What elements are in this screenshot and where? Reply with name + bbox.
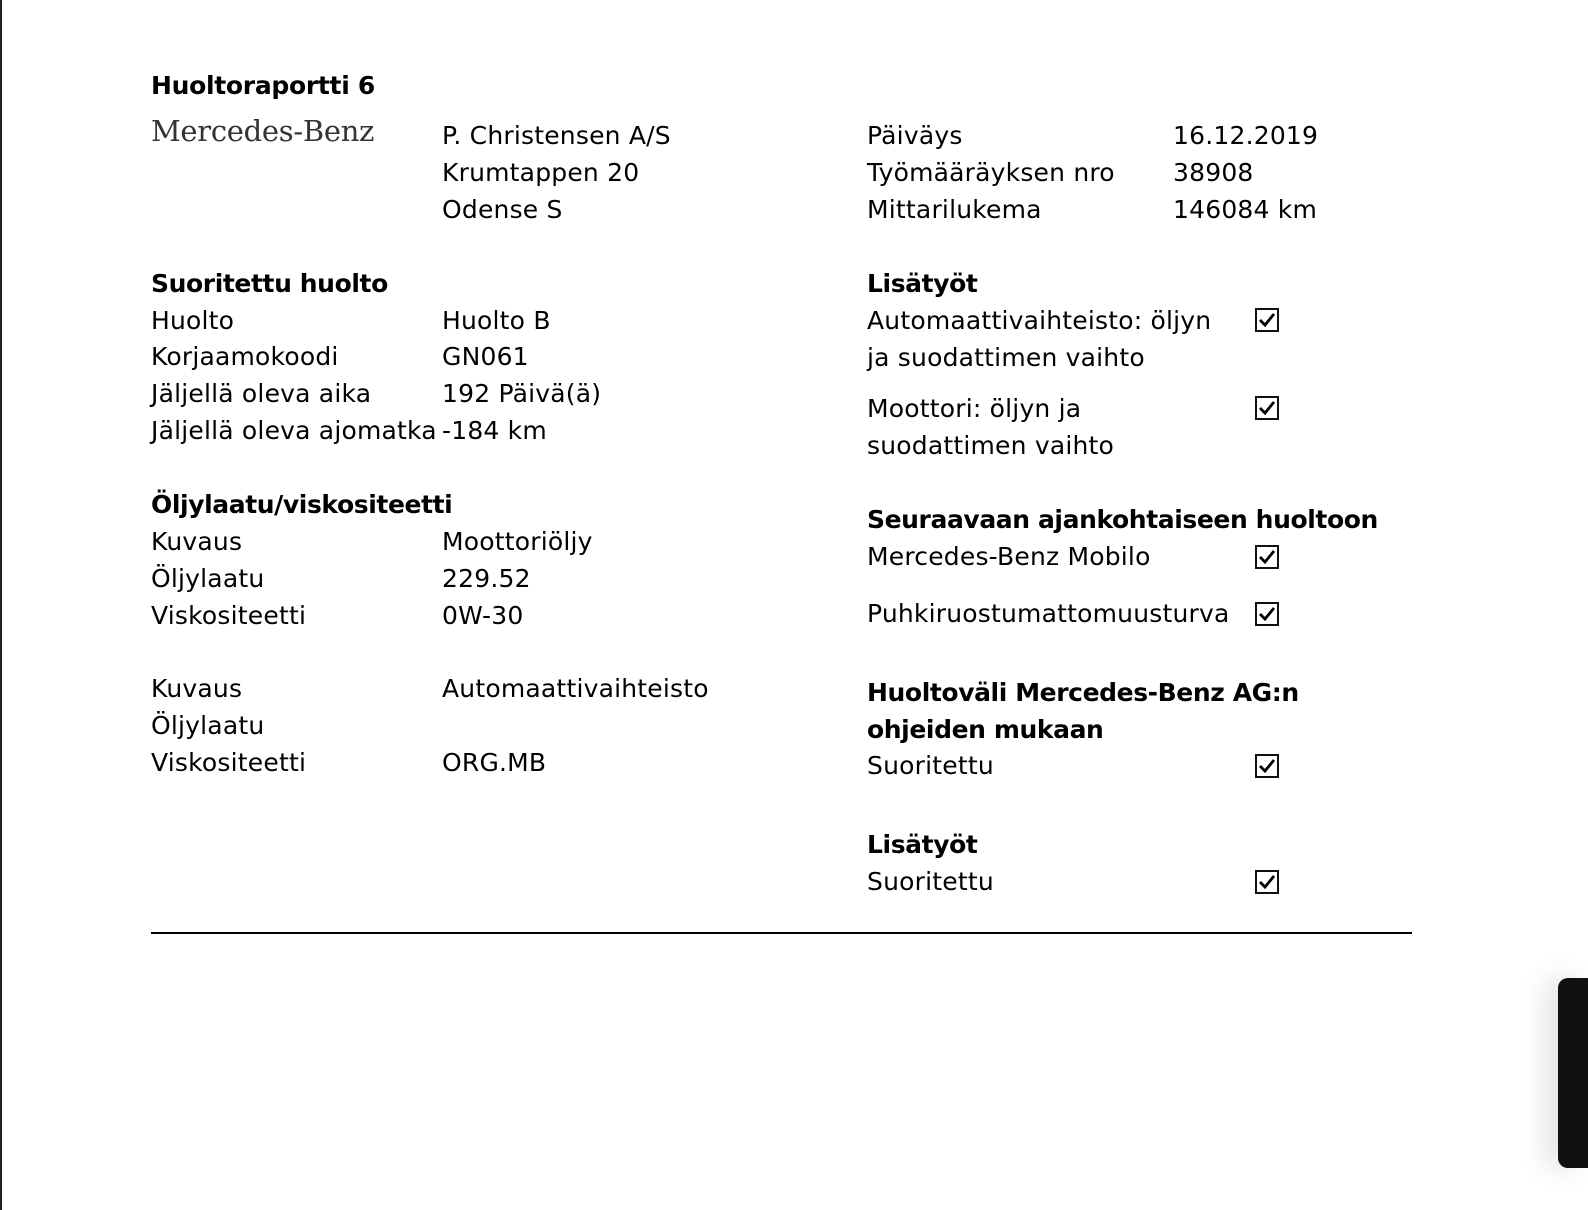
- checkbox-checked-icon[interactable]: [1255, 754, 1279, 778]
- additional-work-2-heading: Lisätyöt: [867, 830, 978, 859]
- report-title: Huoltoraportti 6: [151, 71, 375, 100]
- remaining-distance-label: Jäljellä oleva ajomatka: [151, 416, 437, 445]
- dealer-city: Odense S: [442, 195, 563, 224]
- engine-oil-quality-label: Öljylaatu: [151, 564, 265, 593]
- service-type-label: Huolto: [151, 306, 235, 335]
- service-interval-item-label: Suoritettu: [867, 751, 994, 780]
- service-heading: Suoritettu huolto: [151, 269, 388, 298]
- oil-heading: Öljylaatu/viskositeetti: [151, 490, 453, 519]
- engine-oil-viscosity-label: Viskositeetti: [151, 601, 307, 630]
- service-type-value: Huolto B: [442, 306, 551, 335]
- workshop-code-label: Korjaamokoodi: [151, 342, 339, 371]
- side-panel-tab[interactable]: [1558, 978, 1588, 1168]
- work-order-label: Työmääräyksen nro: [867, 158, 1115, 187]
- next-service-item-label: Puhkiruostumattomuusturva: [867, 599, 1230, 628]
- remaining-time-value: 192 Päivä(ä): [442, 379, 602, 408]
- transmission-oil-quality-label: Öljylaatu: [151, 711, 265, 740]
- checkbox-checked-icon[interactable]: [1255, 308, 1279, 332]
- checkbox-checked-icon[interactable]: [1255, 545, 1279, 569]
- dealer-street: Krumtappen 20: [442, 158, 640, 187]
- additional-work-heading: Lisätyöt: [867, 269, 978, 298]
- next-service-heading: Seuraavaan ajankohtaiseen huoltoon: [867, 505, 1378, 534]
- transmission-oil-description-label: Kuvaus: [151, 674, 243, 703]
- engine-oil-viscosity-value: 0W-30: [442, 601, 524, 630]
- odometer-value: 146084 km: [1173, 195, 1318, 224]
- transmission-oil-description-value: Automaattivaihteisto: [442, 674, 709, 703]
- additional-work-item-label: Moottori: öljyn ja suodattimen vaihto: [867, 394, 1115, 460]
- remaining-distance-value: -184 km: [442, 416, 547, 445]
- next-service-item-label: Mercedes-Benz Mobilo: [867, 542, 1151, 571]
- engine-oil-description-value: Moottoriöljy: [442, 527, 593, 556]
- additional-work-2-item-label: Suoritettu: [867, 867, 994, 896]
- date-label: Päiväys: [867, 121, 963, 150]
- transmission-oil-viscosity-value: ORG.MB: [442, 748, 547, 777]
- work-order-value: 38908: [1173, 158, 1254, 187]
- checkbox-checked-icon[interactable]: [1255, 602, 1279, 626]
- checkbox-checked-icon[interactable]: [1255, 396, 1279, 420]
- engine-oil-quality-value: 229.52: [442, 564, 531, 593]
- checkbox-checked-icon[interactable]: [1255, 870, 1279, 894]
- odometer-label: Mittarilukema: [867, 195, 1042, 224]
- dealer-name: P. Christensen A/S: [442, 121, 671, 150]
- brand-logo: Mercedes-Benz: [151, 114, 375, 148]
- section-divider: [151, 932, 1412, 934]
- transmission-oil-viscosity-label: Viskositeetti: [151, 748, 307, 777]
- engine-oil-description-label: Kuvaus: [151, 527, 243, 556]
- date-value: 16.12.2019: [1173, 121, 1319, 150]
- remaining-time-label: Jäljellä oleva aika: [151, 379, 372, 408]
- additional-work-item-label: Automaattivaihteisto: öljyn ja suodattimen vaihto: [867, 306, 1212, 372]
- service-interval-heading: Huoltoväli Mercedes-Benz AG:n ohjeiden mukaan: [867, 678, 1299, 744]
- workshop-code-value: GN061: [442, 342, 529, 371]
